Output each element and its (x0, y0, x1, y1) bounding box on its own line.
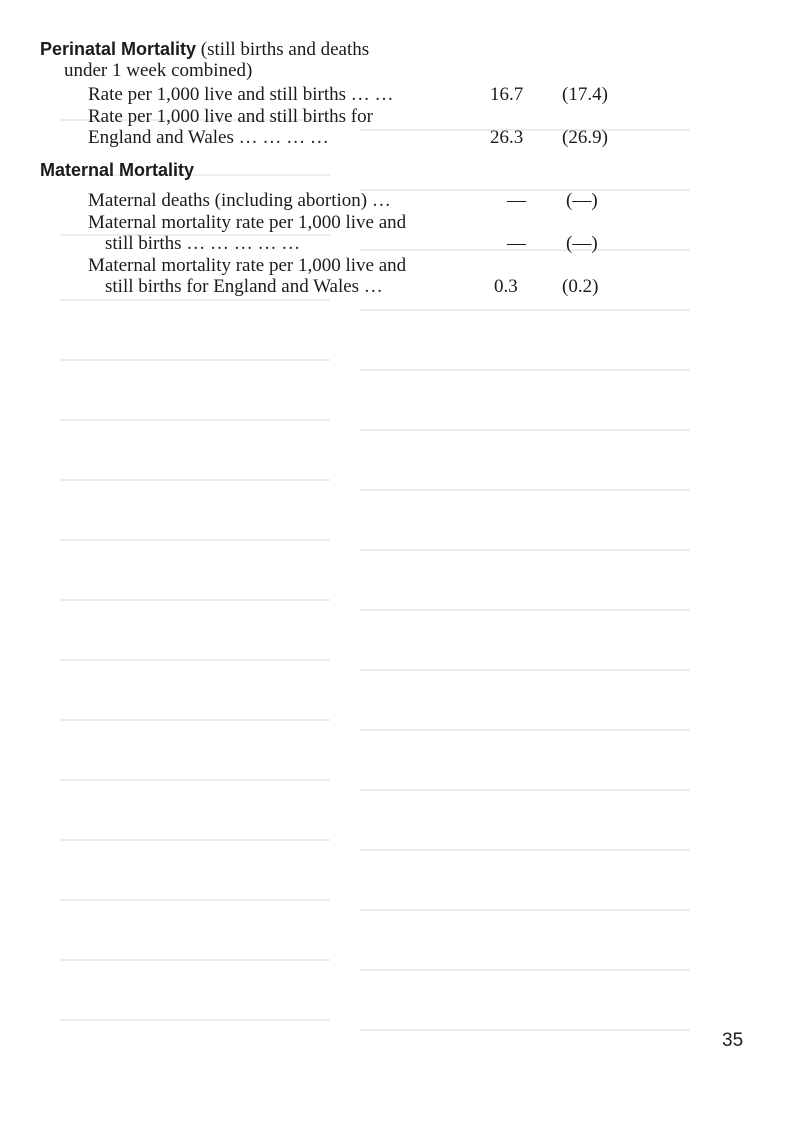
maternal-row-1-value: — (507, 190, 526, 211)
perinatal-heading: Perinatal Mortality (40, 39, 197, 59)
perinatal-row-1-prev-value: (17.4) (562, 84, 608, 105)
maternal-row-2-label-line2: still births … … … … … (105, 233, 301, 254)
maternal-row-3-prev-value: (0.2) (562, 276, 599, 297)
maternal-row-3-label-line2: still births for England and Wales … (105, 276, 383, 297)
maternal-row-3-label-line1: Maternal mortality rate per 1,000 live and (88, 255, 407, 276)
maternal-row-3-value: 0.3 (494, 276, 518, 297)
maternal-row-2-value: — (507, 233, 526, 254)
maternal-heading: Maternal Mortality (40, 160, 195, 180)
perinatal-row-2-label-line1: Rate per 1,000 live and still births for (88, 106, 373, 127)
maternal-row-1-prev-value: (—) (566, 190, 598, 211)
perinatal-heading-line2: under 1 week combined) (64, 60, 253, 81)
page-number: 35 (722, 1030, 744, 1051)
maternal-row-2-label-line1: Maternal mortality rate per 1,000 live and (88, 212, 407, 233)
perinatal-row-1-value: 16.7 (490, 84, 524, 105)
maternal-row-2-prev-value: (—) (566, 233, 598, 254)
perinatal-row-2-label-line2: England and Wales … … … … (88, 127, 329, 148)
perinatal-row-2-value: 26.3 (490, 127, 524, 148)
perinatal-row-2-prev-value: (26.9) (562, 127, 608, 148)
perinatal-row-1-label: Rate per 1,000 live and still births … … (88, 84, 394, 105)
maternal-row-1-label: Maternal deaths (including abortion) … (88, 190, 391, 211)
perinatal-heading-suffix: (still births and deaths (196, 39, 370, 60)
perinatal-heading-line (40, 38, 369, 61)
